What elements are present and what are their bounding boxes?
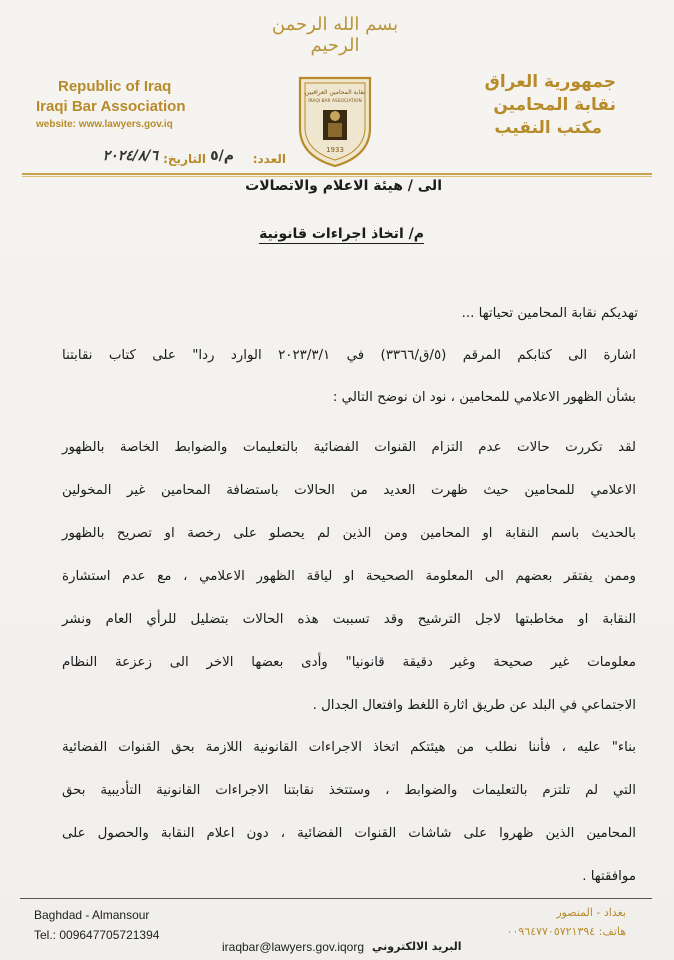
bar-association-emblem-icon [292,70,378,168]
paragraph-line: معلومات غير صحيحة وغير دقيقة قانونيا" وأدى بعضها الاخر الى زعزعة النظام [62,655,636,670]
paragraph-3 [62,738,636,910]
footer-phone-ar: هاتف: ٠٠٩٦٤٧٧٠٥٧٢١٣٩٤ [506,925,626,938]
paragraph-line: التي لم تلتزم بالتعليمات والضوابط ، وستتخذ نقابتنا الاجراءات القانونية التأديبية بحق [62,783,636,798]
paragraph-2 [62,438,636,739]
footer-phone-en: Tel.: 009647705721394 [34,928,160,942]
paragraph-1 [62,346,636,430]
footer-address-ar: بغداد - المنصور [556,906,626,919]
footer-email[interactable]: iraqbar@lawyers.gov.iqorg [222,940,365,954]
ref-number-label: العدد: [252,152,286,166]
paragraph-line: المحامين الذين ظهروا على شاشات القنوات الفضائية ، دون اعلام النقابة والحصول على [62,826,636,841]
website-text: website: www.lawyers.gov.iq [36,119,173,130]
emblem-top-text: نقابة المحامين العراقيين [305,89,365,96]
paragraph-line: لقد تكررت حالات عدم التزام القنوات الفضائية بالتعليمات والضوابط الخاصة بالظهور [62,440,636,455]
ref-number-value: م/٥ [210,148,234,164]
footer-email-label: البريد الالكتروني [372,940,462,953]
country-name-en: Republic of Iraq [58,78,172,95]
paragraph-line: اشارة الى كتابكم المرقم (٥/ق/٣٣٦٦) في ٢٠٢٣/٣/١ الوارد ردا" على كتاب نقابتنا [62,348,636,363]
ref-date-label: التاريخ: [163,152,206,166]
paragraph-line: بالحديث باسم النقابة او المحامين ومن الذين لم يحصلو على رخصة او تصريح بالظهور [62,526,636,541]
header-divider [22,173,652,175]
header-divider-thin [22,176,652,177]
paragraph-line: موافقتها . [582,869,636,884]
addressee: الى / هيئة الاعلام والاتصالات [245,178,442,194]
subject-line: م/ اتخاذ اجراءات قانونية [259,226,424,242]
emblem-year: 1933 [326,146,344,154]
footer-divider [20,898,652,899]
association-name-en: Iraqi Bar Association [36,98,186,115]
office-name-ar: مكتب النقيب [494,118,602,138]
paragraph-line: بناء" عليه ، فأننا نطلب من هيئتكم اتخاذ الاجراءات القانونية اللازمة بحق القنوات الفضائية [62,740,636,755]
country-name-ar: جمهورية العراق [484,72,616,92]
emblem-bottom-text: IRAQI BAR ASSOCIATION [308,99,362,104]
paragraph-line: الاعلامي للمحامين حيث ظهرت العديد من الحالات باستضافة المحامين غير المخولين [62,483,636,498]
paragraph-line: الاجتماعي في البلد عن طريق اثارة اللغط وافتعال الجدال . [312,698,636,713]
footer-address-en: Baghdad - Almansour [34,908,150,922]
letterhead-english [36,78,236,130]
letterhead-arabic [446,72,616,138]
reference-line [36,148,286,170]
association-name-ar: نقابة المحامين [493,95,616,115]
footer-contact-en [34,908,159,948]
paragraph-line: وممن يفتقر بعضهم الى المعلومة الصحيحة او لياقة الظهور الاعلامي ، مع عدم استشارة [62,569,636,584]
ref-date-value: ٢٠٢٤/٨/٦ [102,148,158,164]
paragraph-line: بشأن الظهور الاعلامي للمحامين ، نود ان نوضح التالي : [332,390,636,405]
greeting: تهديكم نقابة المحامين تحياتها ... [461,306,638,321]
basmala-calligraphy: بسم الله الرحمن الرحيم [271,14,399,56]
footer-contact-ar [507,906,626,944]
paragraph-line: النقابة او مخاطبتها لاجل الترشيح وقد تسببت هذه الحالات بتضليل للرأي العام ونشر [62,612,636,627]
